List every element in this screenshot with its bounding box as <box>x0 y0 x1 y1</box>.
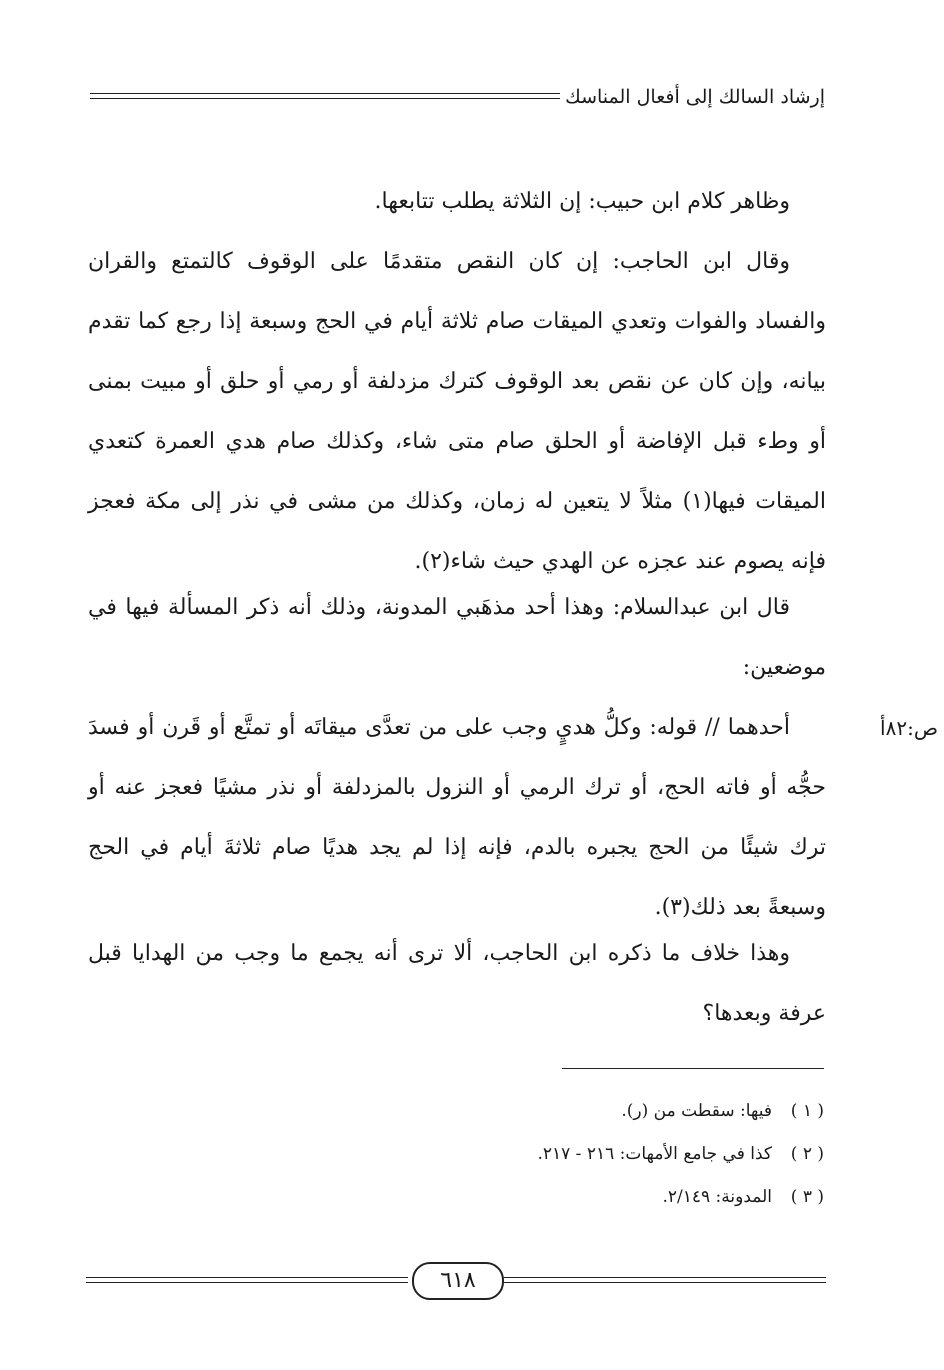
page-number-band <box>86 1262 826 1302</box>
paragraph-text: وقال ابن الحاجب: إن كان النقص متقدمًا على الوقوف كالتمتع والقران والفساد والفوات وتعدي الميقات صام ثلاثة أيام في الحج وسبعة إذا رجع كما تقدم بيانه، وإن كان عن نقص بعد الوقوف كترك مزدلفة أو رمي أو حلق أو مبيت بمنى أو وطء قبل الإفاضة أو الحلق صام متى شاء، وكذلك صام هدي العمرة كتعدي الميقات فيها(١) مثلاً لا يتعين له زمان، وكذلك من مشى في نذر إلى مكة فعجز فإنه يصوم عند عجزه عن الهدي حيث شاء(٢). <box>88 249 826 574</box>
page-number: ٦١٨ <box>412 1262 504 1300</box>
footnote-text: كذا في جامع الأمهات: ٢١٦ - ٢١٧. <box>537 1144 772 1164</box>
paragraph-3 <box>88 578 826 698</box>
paragraph-text: وظاهر كلام ابن حبيب: إن الثلاثة يطلب تتابعها. <box>374 189 790 214</box>
footer-rule-left <box>86 1277 408 1283</box>
running-title: إرشاد السالك إلى أفعال المناسك <box>565 86 825 108</box>
footnote-separator <box>562 1068 824 1069</box>
manuscript-folio-note: ص:٨٢أ <box>880 716 938 740</box>
paragraph-text: قال ابن عبدالسلام: وهذا أحد مذهَبي المدونة، وذلك أنه ذكر المسألة فيها في موضعين: <box>88 595 826 680</box>
footnote-number: ( ١ ) <box>790 1101 824 1121</box>
footnote-1 <box>88 1090 824 1133</box>
footnote-2 <box>88 1133 824 1176</box>
paragraph-1 <box>88 172 826 232</box>
paragraph-text: أحدهما // قوله: وكلُّ هديٍ وجب على من تعدَّى ميقاتَه أو تمتَّع أو قَرن أو فسدَ حجُّه أو فاته الحج، أو ترك الرمي أو النزول بالمزدلفة أو نذر مشيًا فعجز عنه أو ترك شيئًا من الحج يجبره بالدم، فإنه إذا لم يجد هديًا صام ثلاثةَ أيام في الحج وسبعةً بعد ذلك(٣). <box>88 715 826 920</box>
paragraph-4 <box>88 698 826 938</box>
footnote-number: ( ٢ ) <box>790 1144 824 1164</box>
paragraph-2 <box>88 232 826 592</box>
footnotes <box>88 1090 824 1219</box>
running-header <box>90 84 825 114</box>
footnote-3 <box>88 1176 824 1219</box>
footer-rule-right <box>504 1277 826 1283</box>
footnote-number: ( ٣ ) <box>790 1187 824 1207</box>
header-rule <box>90 93 560 99</box>
footnote-text: المدونة: ٢/١٤٩. <box>662 1187 772 1207</box>
footnote-text: فيها: سقطت من (ر). <box>621 1101 772 1121</box>
paragraph-5 <box>88 924 826 1044</box>
paragraph-text: وهذا خلاف ما ذكره ابن الحاجب، ألا ترى أنه يجمع ما وجب من الهدايا قبل عرفة وبعدها؟ <box>88 941 826 1026</box>
